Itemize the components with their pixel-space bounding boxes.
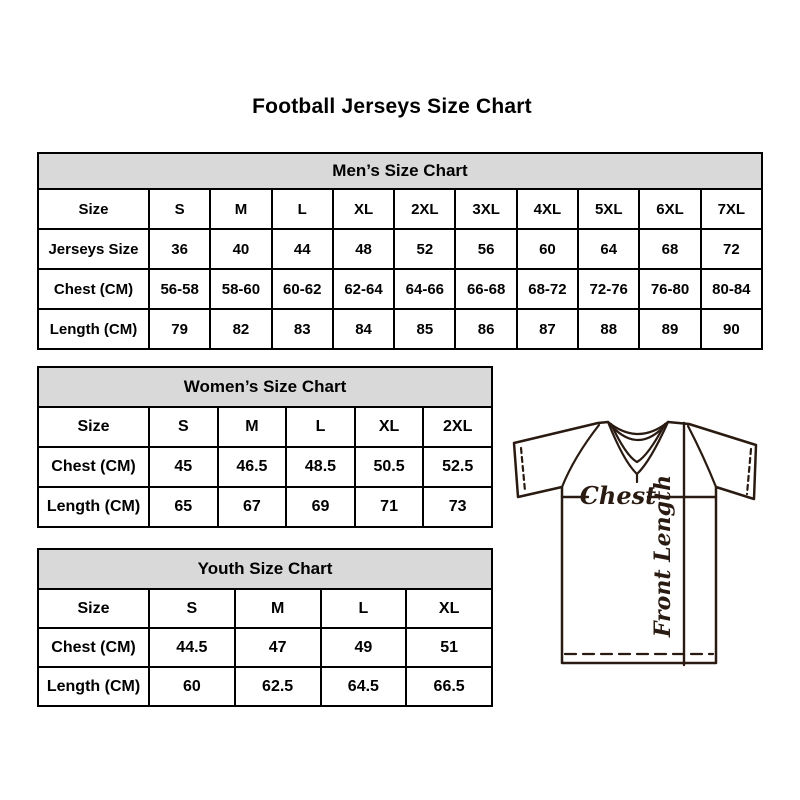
womens-value-cell: 73 [423, 487, 492, 527]
mens-table-row [38, 189, 762, 229]
front-length-measure-label: Front Length [650, 474, 676, 638]
mens-value-cell: 87 [517, 309, 578, 349]
womens-table-body [38, 407, 492, 527]
mens-value-cell: 3XL [455, 189, 516, 229]
mens-value-cell: 58-60 [210, 269, 271, 309]
mens-value-cell: 66-68 [455, 269, 516, 309]
mens-value-cell: 80-84 [701, 269, 762, 309]
youth-table-row [38, 628, 492, 667]
womens-value-cell: XL [355, 407, 424, 447]
chest-measure-label: Chest [579, 481, 657, 510]
mens-value-cell: 44 [272, 229, 333, 269]
mens-value-cell: 4XL [517, 189, 578, 229]
womens-value-cell: 69 [286, 487, 355, 527]
mens-table-row [38, 269, 762, 309]
right-armhole-seam [688, 426, 716, 487]
mens-value-cell: 60-62 [272, 269, 333, 309]
youth-value-cell: S [149, 589, 235, 628]
mens-value-cell: 64 [578, 229, 639, 269]
mens-table-row [38, 229, 762, 269]
mens-value-cell: XL [333, 189, 394, 229]
mens-value-cell: M [210, 189, 271, 229]
mens-table-header [38, 153, 762, 189]
youth-value-cell: 49 [321, 628, 407, 667]
mens-value-cell: 48 [333, 229, 394, 269]
youth-value-cell: 51 [406, 628, 492, 667]
mens-value-cell: 68-72 [517, 269, 578, 309]
mens-size-table [37, 152, 763, 350]
mens-value-cell: 40 [210, 229, 271, 269]
womens-value-cell: 52.5 [423, 447, 492, 487]
womens-value-cell: 2XL [423, 407, 492, 447]
youth-value-cell: 44.5 [149, 628, 235, 667]
youth-row-label: Chest (CM) [38, 628, 149, 667]
womens-value-cell: M [218, 407, 287, 447]
mens-table-row [38, 309, 762, 349]
youth-size-table [37, 548, 493, 707]
youth-table-header [38, 549, 492, 589]
left-cuff-dashed-line [521, 448, 525, 491]
womens-table-title: Women’s Size Chart [38, 367, 492, 407]
youth-value-cell: 64.5 [321, 667, 407, 706]
womens-table-row [38, 487, 492, 527]
mens-value-cell: L [272, 189, 333, 229]
youth-value-cell: L [321, 589, 407, 628]
youth-table-title: Youth Size Chart [38, 549, 492, 589]
mens-value-cell: 72 [701, 229, 762, 269]
womens-value-cell: 50.5 [355, 447, 424, 487]
mens-value-cell: 68 [639, 229, 700, 269]
table-header-row [38, 549, 492, 589]
mens-table-body [38, 189, 762, 349]
mens-value-cell: 88 [578, 309, 639, 349]
womens-value-cell: 48.5 [286, 447, 355, 487]
youth-table-row [38, 589, 492, 628]
right-cuff-dashed-line [747, 449, 751, 494]
jersey-outline [514, 422, 756, 663]
mens-value-cell: 52 [394, 229, 455, 269]
mens-value-cell: 89 [639, 309, 700, 349]
mens-value-cell: 72-76 [578, 269, 639, 309]
youth-value-cell: XL [406, 589, 492, 628]
table-header-row [38, 367, 492, 407]
womens-size-table [37, 366, 493, 528]
mens-value-cell: 83 [272, 309, 333, 349]
womens-table-row [38, 407, 492, 447]
page-title: Football Jerseys Size Chart [252, 95, 532, 118]
womens-value-cell: 45 [149, 447, 218, 487]
youth-row-label: Size [38, 589, 149, 628]
womens-row-label: Length (CM) [38, 487, 149, 527]
youth-value-cell: 47 [235, 628, 321, 667]
mens-value-cell: 85 [394, 309, 455, 349]
youth-row-label: Length (CM) [38, 667, 149, 706]
mens-value-cell: 79 [149, 309, 210, 349]
mens-value-cell: S [149, 189, 210, 229]
womens-table-header [38, 367, 492, 407]
womens-table-row [38, 447, 492, 487]
mens-row-label: Length (CM) [38, 309, 149, 349]
jersey-measurement-diagram [502, 410, 778, 670]
womens-row-label: Size [38, 407, 149, 447]
mens-value-cell: 56 [455, 229, 516, 269]
youth-table-row [38, 667, 492, 706]
mens-value-cell: 36 [149, 229, 210, 269]
mens-value-cell: 56-58 [149, 269, 210, 309]
womens-row-label: Chest (CM) [38, 447, 149, 487]
womens-value-cell: S [149, 407, 218, 447]
youth-value-cell: 62.5 [235, 667, 321, 706]
mens-value-cell: 84 [333, 309, 394, 349]
youth-value-cell: 66.5 [406, 667, 492, 706]
womens-value-cell: 65 [149, 487, 218, 527]
womens-value-cell: L [286, 407, 355, 447]
mens-value-cell: 7XL [701, 189, 762, 229]
youth-value-cell: 60 [149, 667, 235, 706]
mens-value-cell: 6XL [639, 189, 700, 229]
mens-value-cell: 5XL [578, 189, 639, 229]
womens-value-cell: 71 [355, 487, 424, 527]
mens-value-cell: 82 [210, 309, 271, 349]
mens-value-cell: 2XL [394, 189, 455, 229]
womens-value-cell: 67 [218, 487, 287, 527]
womens-value-cell: 46.5 [218, 447, 287, 487]
table-header-row [38, 153, 762, 189]
mens-value-cell: 62-64 [333, 269, 394, 309]
mens-value-cell: 64-66 [394, 269, 455, 309]
mens-row-label: Size [38, 189, 149, 229]
left-armhole-seam [562, 425, 599, 487]
mens-value-cell: 90 [701, 309, 762, 349]
mens-table-title: Men’s Size Chart [38, 153, 762, 189]
mens-row-label: Jerseys Size [38, 229, 149, 269]
mens-value-cell: 60 [517, 229, 578, 269]
mens-row-label: Chest (CM) [38, 269, 149, 309]
mens-value-cell: 86 [455, 309, 516, 349]
youth-value-cell: M [235, 589, 321, 628]
mens-value-cell: 76-80 [639, 269, 700, 309]
youth-table-body [38, 589, 492, 706]
